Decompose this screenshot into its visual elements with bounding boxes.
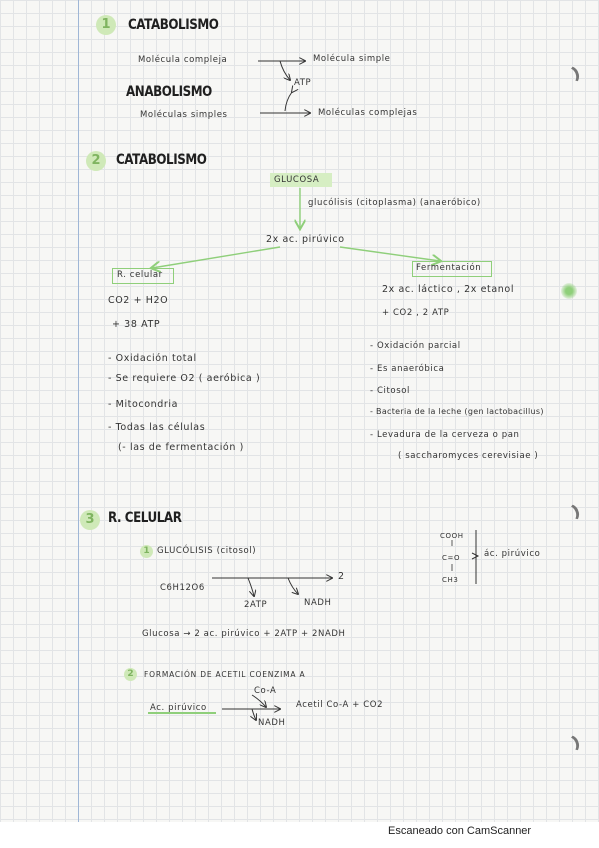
arrow-atp-use xyxy=(285,92,292,111)
respiracion-bullet: - Se requiere O2 ( aeróbica ) xyxy=(108,373,261,384)
section-number-badge: 1 xyxy=(96,15,116,35)
fermentacion-bullet: - Levadura de la cerveza o pan xyxy=(370,430,520,440)
step-number-badge: 1 xyxy=(140,545,153,558)
respiracion-products: CO2 + H2O xyxy=(108,295,169,306)
complex-molecules-label: Moléculas complejas xyxy=(318,108,418,118)
glycolysis-nadh: NADH xyxy=(304,598,332,608)
scanner-watermark: Escaneado con CamScanner xyxy=(388,825,532,837)
acetil-product: Acetil Co-A + CO2 xyxy=(296,700,384,710)
respiracion-bullet: (- las de fermentación ) xyxy=(118,442,244,453)
structure-cooh: COOH xyxy=(440,532,464,540)
acetil-coa-title: FORMACIÓN DE ACETIL COENZIMA A xyxy=(144,670,306,679)
step-number-badge: 2 xyxy=(124,668,137,681)
title-catabolismo-2: CATABOLISMO xyxy=(116,152,207,168)
glycolysis-atp: 2ATP xyxy=(244,600,268,610)
fermentacion-bullet: - Bacteria de la leche (gen lactobacillus) xyxy=(370,407,544,416)
glucolisis-label: glucólisis (citoplasma) (anaeróbico) xyxy=(308,198,481,208)
piruvico-label: 2x ac. pirúvico xyxy=(266,234,345,245)
structure-co: C=O xyxy=(442,554,461,562)
acetil-reactant: Ac. pirúvico xyxy=(150,703,207,713)
section-number-badge: 2 xyxy=(86,151,106,171)
title-respiracion-celular: R. CELULAR xyxy=(108,510,182,526)
respiracion-bullet: - Todas las células xyxy=(108,422,206,433)
simple-molecules-label: Moléculas simples xyxy=(140,110,228,120)
arrow-to-respiration xyxy=(152,247,280,268)
fermentacion-label: Fermentación xyxy=(416,263,482,273)
fermentacion-bullet: - Oxidación parcial xyxy=(370,341,461,351)
arrow-to-fermentation xyxy=(340,247,440,261)
fermentacion-bullet: - Citosol xyxy=(370,386,410,396)
respiracion-label: R. celular xyxy=(117,270,163,280)
section-number-badge: 3 xyxy=(80,510,100,530)
simple-molecule-label: Molécula simple xyxy=(313,54,391,64)
coa-input: Co-A xyxy=(254,686,277,696)
atp-label: ATP xyxy=(294,78,312,88)
title-anabolismo: ANABOLISMO xyxy=(126,84,212,100)
arrow-2atp xyxy=(248,578,254,596)
arrow-nadh xyxy=(288,578,298,594)
glucose-formula: C6H12O6 xyxy=(160,583,205,593)
complex-molecule-label: Molécula compleja xyxy=(138,55,228,65)
glycolysis-equation: Glucosa → 2 ac. pirúvico + 2ATP + 2NADH xyxy=(142,629,346,639)
glucolisis-title: GLUCÓLISIS (citosol) xyxy=(157,546,257,556)
respiracion-atp: + 38 ATP xyxy=(112,319,161,330)
fermentacion-bullet: ( saccharomyces cerevisiae ) xyxy=(398,451,539,461)
glucosa-label: GLUCOSA xyxy=(274,175,320,185)
title-catabolismo: CATABOLISMO xyxy=(128,17,219,33)
glycolysis-result: 2 xyxy=(338,571,345,582)
structure-label: ác. pirúvico xyxy=(484,549,541,559)
arrow-atp-release xyxy=(280,61,290,80)
fermentacion-atp: + CO2 , 2 ATP xyxy=(382,308,450,318)
respiracion-bullet: - Oxidación total xyxy=(108,353,197,364)
acetil-nadh: NADH xyxy=(258,718,286,728)
structure-ch3: CH3 xyxy=(442,576,459,584)
fermentacion-products: 2x ac. láctico , 2x etanol xyxy=(382,284,515,295)
arrow-coa-in xyxy=(252,695,266,707)
respiracion-bullet: - Mitocondria xyxy=(108,399,179,410)
fermentacion-bullet: - Es anaeróbica xyxy=(370,364,445,374)
arrow-nadh-out xyxy=(252,709,256,720)
